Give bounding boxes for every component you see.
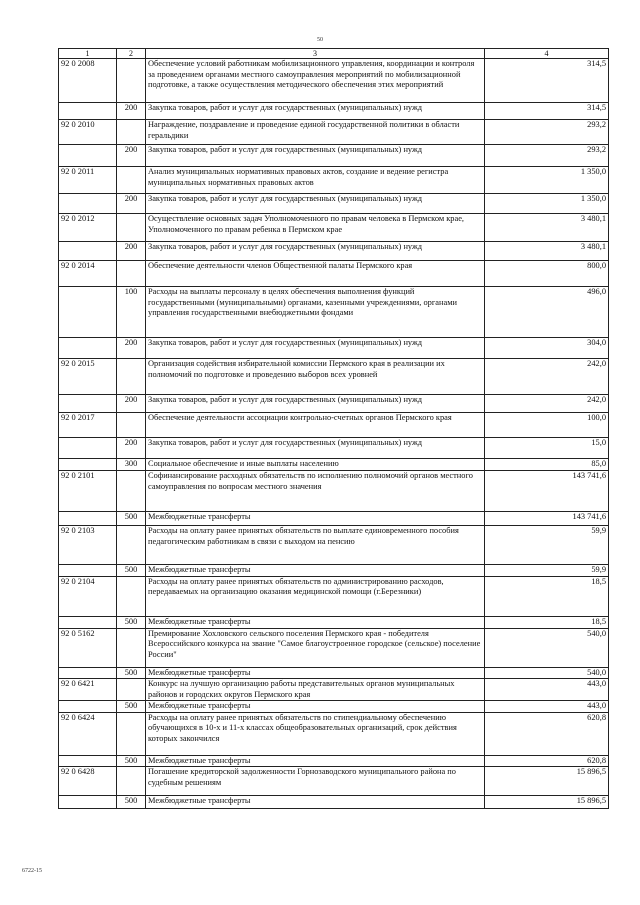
cell-target-code: 92 0 5162 — [59, 628, 117, 667]
cell-amount: 143 741,6 — [485, 471, 609, 512]
cell-amount: 540,0 — [485, 667, 609, 679]
cell-description: Погашение кредиторской задолженности Горнозаводского муниципального района по судебным решениям — [146, 767, 485, 796]
cell-expense-type — [117, 471, 146, 512]
cell-target-code: 92 0 6421 — [59, 679, 117, 701]
cell-expense-type: 500 — [117, 667, 146, 679]
document-code: 6722-15 — [22, 868, 42, 874]
table-row — [59, 679, 609, 701]
table-row — [59, 120, 609, 145]
table-row — [59, 438, 609, 459]
cell-target-code — [59, 338, 117, 359]
cell-description: Конкурс на лучшую организацию работы представительных органов муниципальных районов и городских округов Пермского края — [146, 679, 485, 701]
cell-expense-type: 500 — [117, 701, 146, 713]
cell-description: Межбюджетные трансферты — [146, 667, 485, 679]
cell-expense-type: 500 — [117, 796, 146, 809]
cell-amount: 15 896,5 — [485, 767, 609, 796]
table-row — [59, 767, 609, 796]
cell-expense-type — [117, 413, 146, 438]
table-row — [59, 261, 609, 287]
table-row — [59, 712, 609, 755]
cell-expense-type — [117, 526, 146, 565]
cell-target-code: 92 0 2008 — [59, 59, 117, 103]
cell-expense-type: 200 — [117, 438, 146, 459]
cell-amount: 1 350,0 — [485, 167, 609, 194]
table-row — [59, 413, 609, 438]
cell-amount: 1 350,0 — [485, 194, 609, 214]
cell-target-code — [59, 287, 117, 338]
table-row — [59, 616, 609, 628]
cell-amount: 800,0 — [485, 261, 609, 287]
cell-amount: 15,0 — [485, 438, 609, 459]
cell-target-code — [59, 242, 117, 261]
table-row — [59, 471, 609, 512]
cell-description: Обеспечение деятельности ассоциации контрольно-счетных органов Пермского края — [146, 413, 485, 438]
cell-expense-type — [117, 167, 146, 194]
cell-target-code — [59, 145, 117, 167]
cell-target-code: 92 0 2012 — [59, 214, 117, 242]
cell-target-code — [59, 438, 117, 459]
cell-expense-type — [117, 576, 146, 616]
cell-amount: 100,0 — [485, 413, 609, 438]
cell-expense-type — [117, 59, 146, 103]
cell-amount: 620,8 — [485, 712, 609, 755]
cell-target-code: 92 0 6428 — [59, 767, 117, 796]
table-row — [59, 359, 609, 395]
cell-target-code — [59, 667, 117, 679]
cell-expense-type: 200 — [117, 395, 146, 413]
cell-target-code — [59, 395, 117, 413]
header-col-2: 2 — [117, 49, 146, 59]
header-col-4: 4 — [485, 49, 609, 59]
cell-target-code — [59, 103, 117, 120]
cell-description: Анализ муниципальных нормативных правовых актов, создание и ведение регистра муниципальных нормативных правовых актов — [146, 167, 485, 194]
cell-expense-type — [117, 120, 146, 145]
table-row — [59, 287, 609, 338]
cell-target-code — [59, 701, 117, 713]
cell-target-code — [59, 565, 117, 577]
cell-expense-type: 200 — [117, 194, 146, 214]
cell-description: Закупка товаров, работ и услуг для государственных (муниципальных) нужд — [146, 103, 485, 120]
table-row — [59, 576, 609, 616]
cell-amount: 3 480,1 — [485, 214, 609, 242]
cell-expense-type — [117, 214, 146, 242]
cell-amount: 18,5 — [485, 576, 609, 616]
cell-description: Межбюджетные трансферты — [146, 755, 485, 767]
table-row — [59, 459, 609, 471]
header-col-1: 1 — [59, 49, 117, 59]
cell-description: Осуществление основных задач Уполномоченного по правам человека в Пермском крае, Уполномоченного по правам ребенка в Пермском крае — [146, 214, 485, 242]
cell-target-code: 92 0 2101 — [59, 471, 117, 512]
cell-target-code — [59, 512, 117, 526]
table-row — [59, 667, 609, 679]
cell-description: Расходы на оплату ранее принятых обязательств по выплате единовременного пособия педагогическим работникам в связи с выходом на пенсию — [146, 526, 485, 565]
page-number: 50 — [317, 37, 323, 43]
cell-amount: 242,0 — [485, 359, 609, 395]
cell-description: Социальное обеспечение и иные выплаты населению — [146, 459, 485, 471]
cell-amount: 242,0 — [485, 395, 609, 413]
cell-description: Расходы на оплату ранее принятых обязательств по администрированию расходов, передаваемых на организацию оказания медицинской помощи (г.Березники) — [146, 576, 485, 616]
cell-amount: 496,0 — [485, 287, 609, 338]
cell-description: Закупка товаров, работ и услуг для государственных (муниципальных) нужд — [146, 242, 485, 261]
cell-expense-type — [117, 628, 146, 667]
cell-amount: 293,2 — [485, 145, 609, 167]
cell-description: Премирование Хохловского сельского поселения Пермского края - победителя Всероссийского конкурса на звание "Самое благоустроенное городское (сельское) поселение России" — [146, 628, 485, 667]
table-row — [59, 628, 609, 667]
table-row — [59, 512, 609, 526]
table-row — [59, 526, 609, 565]
cell-amount: 59,9 — [485, 565, 609, 577]
cell-amount: 85,0 — [485, 459, 609, 471]
cell-amount: 443,0 — [485, 701, 609, 713]
cell-description: Награждение, поздравление и проведение единой государственной политики в области геральдики — [146, 120, 485, 145]
cell-expense-type: 300 — [117, 459, 146, 471]
cell-amount: 3 480,1 — [485, 242, 609, 261]
cell-expense-type: 200 — [117, 103, 146, 120]
cell-description: Межбюджетные трансферты — [146, 616, 485, 628]
cell-target-code — [59, 616, 117, 628]
cell-expense-type: 500 — [117, 755, 146, 767]
header-col-3: 3 — [146, 49, 485, 59]
cell-expense-type: 500 — [117, 512, 146, 526]
cell-target-code — [59, 755, 117, 767]
cell-description: Межбюджетные трансферты — [146, 565, 485, 577]
cell-amount: 443,0 — [485, 679, 609, 701]
cell-expense-type: 500 — [117, 616, 146, 628]
cell-target-code: 92 0 2017 — [59, 413, 117, 438]
cell-amount: 15 896,5 — [485, 796, 609, 809]
cell-amount: 59,9 — [485, 526, 609, 565]
cell-description: Обеспечение условий работникам мобилизационного управления, координации и контроля за проведением органами местного самоуправления мероприятий по мобилизационной подготовке, а также осуществления методического обеспечения этих мероприятий — [146, 59, 485, 103]
cell-description: Закупка товаров, работ и услуг для государственных (муниципальных) нужд — [146, 338, 485, 359]
cell-amount: 18,5 — [485, 616, 609, 628]
table-row — [59, 59, 609, 103]
table-row — [59, 242, 609, 261]
cell-target-code — [59, 796, 117, 809]
cell-target-code: 92 0 2011 — [59, 167, 117, 194]
cell-amount: 143 741,6 — [485, 512, 609, 526]
cell-expense-type: 200 — [117, 242, 146, 261]
cell-amount: 314,5 — [485, 103, 609, 120]
cell-description: Закупка товаров, работ и услуг для государственных (муниципальных) нужд — [146, 145, 485, 167]
cell-target-code: 92 0 6424 — [59, 712, 117, 755]
table-row — [59, 194, 609, 214]
cell-amount: 540,0 — [485, 628, 609, 667]
cell-expense-type: 200 — [117, 145, 146, 167]
cell-description: Расходы на выплаты персоналу в целях обеспечения выполнения функций государственными (муниципальными) органами, казенными учреждениями, органами управления государственными внебюджетными фондами — [146, 287, 485, 338]
cell-description: Организация содействия избирательной комиссии Пермского края в реализации их полномочий по подготовке и проведению выборов всех уровней — [146, 359, 485, 395]
cell-expense-type: 100 — [117, 287, 146, 338]
cell-target-code — [59, 459, 117, 471]
table-row — [59, 145, 609, 167]
table-header-row — [59, 49, 609, 59]
cell-expense-type — [117, 261, 146, 287]
table-row — [59, 755, 609, 767]
cell-description: Закупка товаров, работ и услуг для государственных (муниципальных) нужд — [146, 438, 485, 459]
table-row — [59, 395, 609, 413]
table-row — [59, 338, 609, 359]
cell-description: Расходы на оплату ранее принятых обязательств по стипендиальному обеспечению обучающихся в 10-х и 11-х классах общеобразовательных организаций, срок действия которых закончился — [146, 712, 485, 755]
cell-expense-type — [117, 712, 146, 755]
table-row — [59, 701, 609, 713]
cell-description: Закупка товаров, работ и услуг для государственных (муниципальных) нужд — [146, 395, 485, 413]
cell-description: Межбюджетные трансферты — [146, 512, 485, 526]
cell-target-code: 92 0 2010 — [59, 120, 117, 145]
cell-description: Софинансирование расходных обязательств по исполнению полномочий органов местного самоуправления по вопросам местного значения — [146, 471, 485, 512]
cell-expense-type: 500 — [117, 565, 146, 577]
cell-description: Закупка товаров, работ и услуг для государственных (муниципальных) нужд — [146, 194, 485, 214]
table-row — [59, 167, 609, 194]
cell-expense-type — [117, 679, 146, 701]
table-row — [59, 103, 609, 120]
cell-expense-type: 200 — [117, 338, 146, 359]
cell-target-code — [59, 194, 117, 214]
cell-amount: 293,2 — [485, 120, 609, 145]
cell-target-code: 92 0 2014 — [59, 261, 117, 287]
budget-table-body — [59, 49, 609, 809]
cell-amount: 620,8 — [485, 755, 609, 767]
table-row — [59, 214, 609, 242]
cell-target-code: 92 0 2103 — [59, 526, 117, 565]
cell-amount: 314,5 — [485, 59, 609, 103]
cell-amount: 304,0 — [485, 338, 609, 359]
cell-expense-type — [117, 359, 146, 395]
cell-description: Межбюджетные трансферты — [146, 701, 485, 713]
table-row — [59, 565, 609, 577]
table-row — [59, 796, 609, 809]
cell-description: Межбюджетные трансферты — [146, 796, 485, 809]
cell-expense-type — [117, 767, 146, 796]
budget-table — [58, 48, 609, 809]
cell-target-code: 92 0 2015 — [59, 359, 117, 395]
cell-description: Обеспечение деятельности членов Общественной палаты Пермского края — [146, 261, 485, 287]
cell-target-code: 92 0 2104 — [59, 576, 117, 616]
